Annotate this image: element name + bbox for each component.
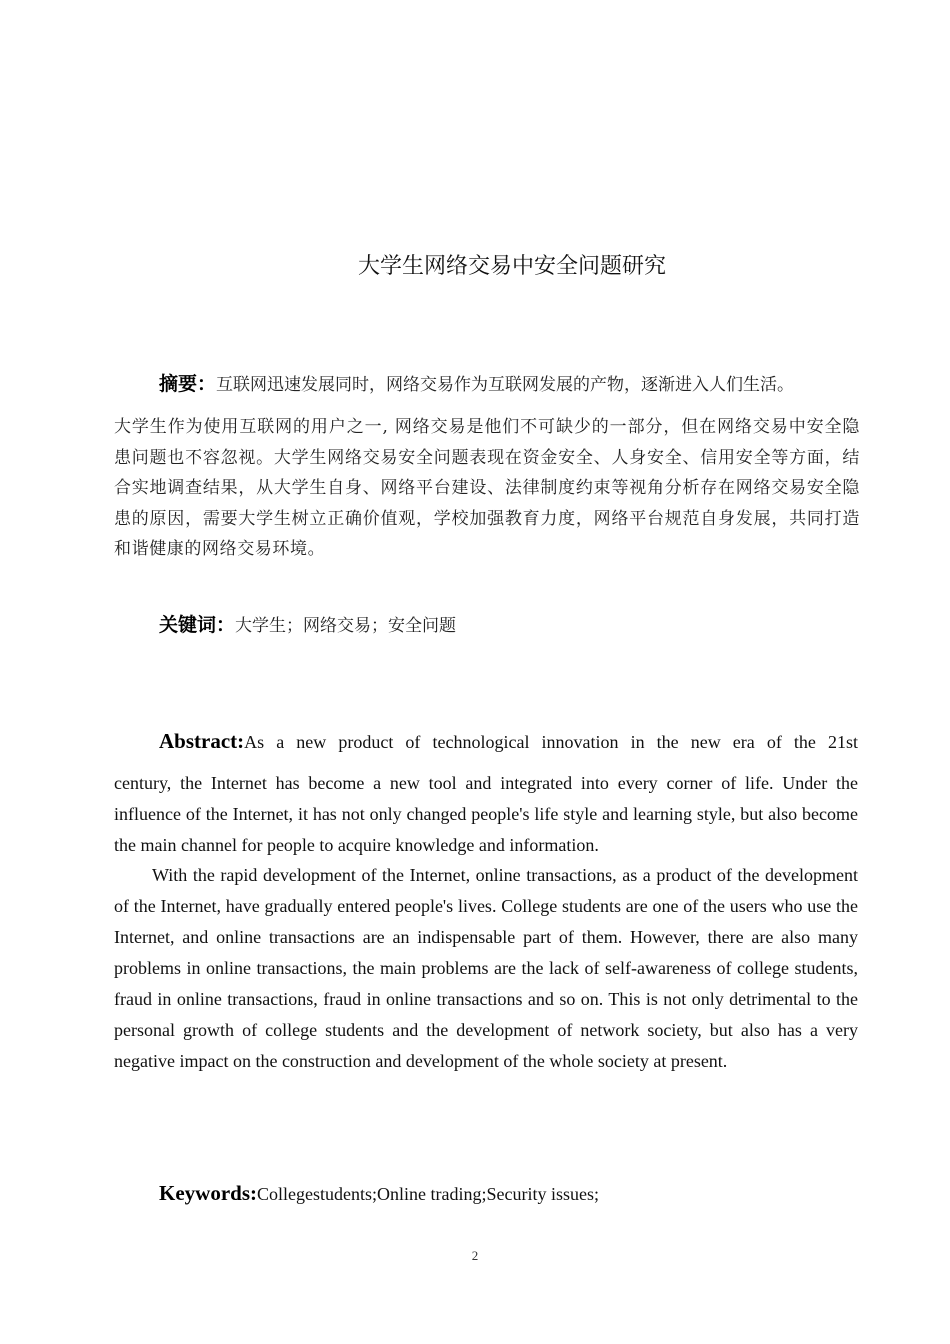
en-abstract-label: Abstract:	[159, 729, 245, 753]
cn-abstract-first-text: 互联网迅速发展同时，网络交易作为互联网发展的产物，逐渐进入人们生活。	[216, 375, 795, 395]
page-title: 大学生网络交易中安全问题研究	[357, 254, 666, 279]
en-keywords	[159, 1178, 599, 1209]
en-keywords-label: Keywords:	[159, 1181, 257, 1205]
cn-abstract-first-line	[114, 370, 860, 400]
cn-abstract-body: 大学生作为使用互联网的用户之一, 网络交易是他们不可缺少的一部分，但在网络交易中安全隐患问题也不容忽视。大学生网络交易安全问题表现在资金安全、人身安全、信用安全等方面，结合实地调查结果，从大学生自身、网络平台建设、法律制度约束等视角分析存在网络交易安全隐患的原因，需要大学生树立正确价值观，学校加强教育力度，网络平台规范自身发展，共同打造和谐健康的网络交易环境。	[114, 417, 860, 559]
en-abstract-paragraph-2: With the rapid development of the Internet, online transactions, as a product of the development of the Internet, have gradually entered people's lives. College students are one of the users who use the Internet, and online transactions are an indispensable part of them. However, there are also many problems in online transactions, the main problems are the lack of self-awareness of college students, fraud in online transactions, fraud in online transactions and so on. This is not only detrimental to the personal growth of college students and the development of network society, but also has a very negative impact on the construction and development of the whole society at present.	[114, 865, 858, 1071]
cn-keywords	[159, 611, 456, 640]
cn-abstract-label: 摘要：	[159, 373, 217, 395]
cn-keywords-value: 大学生；网络交易；安全问题	[235, 616, 457, 636]
en-abstract-first-line	[114, 726, 858, 757]
en-keywords-value: Collegestudents;Online trading;Security issues;	[257, 1184, 599, 1204]
page-number: 2	[471, 1248, 479, 1263]
en-abstract-paragraph-1: century, the Internet has become a new tool and integrated into every corner of life. Under the influence of the Internet, it has not only changed people's life style and learning style, but also become the main channel for people to acquire knowledge and information.	[114, 773, 858, 855]
cn-keywords-label: 关键词：	[159, 614, 236, 636]
en-abstract-first-text: As a new product of technological innovation in the new era of the 21st	[244, 732, 858, 752]
